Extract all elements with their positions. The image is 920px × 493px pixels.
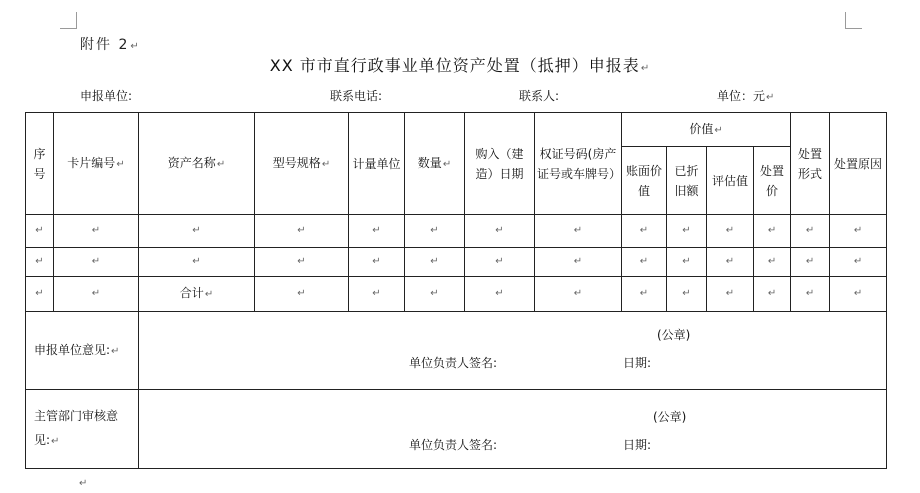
header-model: 型号规格↵ — [255, 113, 349, 215]
table-cell[interactable]: ↵ — [535, 215, 622, 248]
header-depreciated: 已折旧额 — [667, 147, 707, 215]
table-cell[interactable]: ↵ — [830, 277, 887, 312]
header-measure-unit: 计量单位 — [349, 113, 405, 215]
table-cell[interactable]: ↵ — [754, 215, 791, 248]
phone-label: 联系电话: — [330, 89, 383, 103]
table-cell[interactable]: ↵ — [255, 277, 349, 312]
table-cell[interactable]: ↵ — [754, 248, 791, 277]
supervisor-seal: (公章) — [653, 409, 687, 424]
table-cell[interactable]: ↵ — [535, 248, 622, 277]
header-card-no: 卡片编号↵ — [54, 113, 139, 215]
header-disposal-form: 处置形式 — [791, 113, 830, 215]
unit-label: 单位：元↵ — [717, 89, 775, 103]
table-cell[interactable]: ↵ — [707, 248, 754, 277]
header-asset-name: 资产名称↵ — [139, 113, 255, 215]
table-cell[interactable]: ↵ — [535, 277, 622, 312]
applicant-date-label: 日期: — [623, 355, 652, 370]
supervisor-opinion-row — [26, 390, 887, 469]
applicant-opinion-label: 申报单位意见:↵ — [26, 312, 139, 390]
asset-disposal-table — [25, 112, 887, 469]
table-cell[interactable]: ↵ — [830, 248, 887, 277]
table-cell[interactable]: ↵ — [405, 215, 465, 248]
table-cell[interactable]: ↵ — [54, 215, 139, 248]
header-disposal-reason: 处置原因 — [830, 113, 887, 215]
header-value-group: 价值↵ — [622, 113, 791, 147]
table-cell[interactable]: ↵ — [791, 277, 830, 312]
header-book-value: 账面价值 — [622, 147, 667, 215]
applicant-seal: (公章) — [657, 327, 691, 342]
supervisor-date-label: 日期: — [623, 437, 652, 452]
total-label: 合计↵ — [139, 277, 255, 312]
table-cell[interactable]: ↵ — [255, 248, 349, 277]
table-cell[interactable]: ↵ — [622, 277, 667, 312]
table-cell[interactable]: ↵ — [791, 215, 830, 248]
header-purchase-date: 购入（建造）日期 — [465, 113, 535, 215]
table-cell[interactable]: ↵ — [667, 277, 707, 312]
table-cell[interactable]: ↵ — [349, 277, 405, 312]
table-cell[interactable]: ↵ — [707, 277, 754, 312]
header-cert-no: 权证号码(房产证号或车牌号） — [535, 113, 622, 215]
crop-mark-top-left — [60, 12, 77, 29]
header-seq: 序号 — [26, 113, 54, 215]
end-paragraph-mark: ↵ — [79, 478, 88, 489]
crop-mark-top-right — [845, 12, 862, 29]
applicant-unit-label: 申报单位: — [80, 89, 133, 103]
supervisor-opinion-label: 主管部门审核意见:↵ — [26, 390, 139, 469]
table-cell[interactable]: ↵ — [349, 248, 405, 277]
applicant-signer-label: 单位负责人签名: — [409, 355, 498, 370]
table-cell[interactable]: ↵ — [667, 215, 707, 248]
table-row — [26, 215, 887, 248]
table-cell[interactable]: ↵ — [830, 215, 887, 248]
header-assessed: 评估值 — [707, 147, 754, 215]
applicant-opinion-area[interactable] — [139, 312, 887, 390]
table-cell[interactable]: ↵ — [139, 215, 255, 248]
header-disposal-price: 处置价 — [754, 147, 791, 215]
supervisor-opinion-area[interactable] — [139, 390, 887, 469]
attachment-label: 附件 2↵ — [80, 37, 141, 53]
table-cell[interactable]: ↵ — [26, 248, 54, 277]
table-cell[interactable]: ↵ — [54, 277, 139, 312]
table-cell[interactable]: ↵ — [707, 215, 754, 248]
table-cell[interactable]: ↵ — [622, 248, 667, 277]
table-cell[interactable]: ↵ — [405, 277, 465, 312]
header-quantity: 数量↵ — [405, 113, 465, 215]
table-cell[interactable]: ↵ — [255, 215, 349, 248]
table-cell[interactable]: ↵ — [349, 215, 405, 248]
table-cell[interactable]: ↵ — [465, 277, 535, 312]
table-cell[interactable]: ↵ — [465, 248, 535, 277]
table-cell[interactable]: ↵ — [26, 215, 54, 248]
table-cell[interactable]: ↵ — [54, 248, 139, 277]
table-cell[interactable]: ↵ — [26, 277, 54, 312]
table-row — [26, 248, 887, 277]
table-cell[interactable]: ↵ — [139, 248, 255, 277]
total-row — [26, 277, 887, 312]
table-cell[interactable]: ↵ — [622, 215, 667, 248]
table-cell[interactable]: ↵ — [667, 248, 707, 277]
table-cell[interactable]: ↵ — [465, 215, 535, 248]
table-cell[interactable]: ↵ — [405, 248, 465, 277]
table-cell[interactable]: ↵ — [754, 277, 791, 312]
applicant-opinion-row — [26, 312, 887, 390]
document-title: XX 市市直行政事业单位资产处置（抵押）申报表↵ — [269, 56, 651, 75]
contact-label: 联系人: — [519, 89, 560, 103]
table-cell[interactable]: ↵ — [791, 248, 830, 277]
supervisor-signer-label: 单位负责人签名: — [409, 437, 498, 452]
